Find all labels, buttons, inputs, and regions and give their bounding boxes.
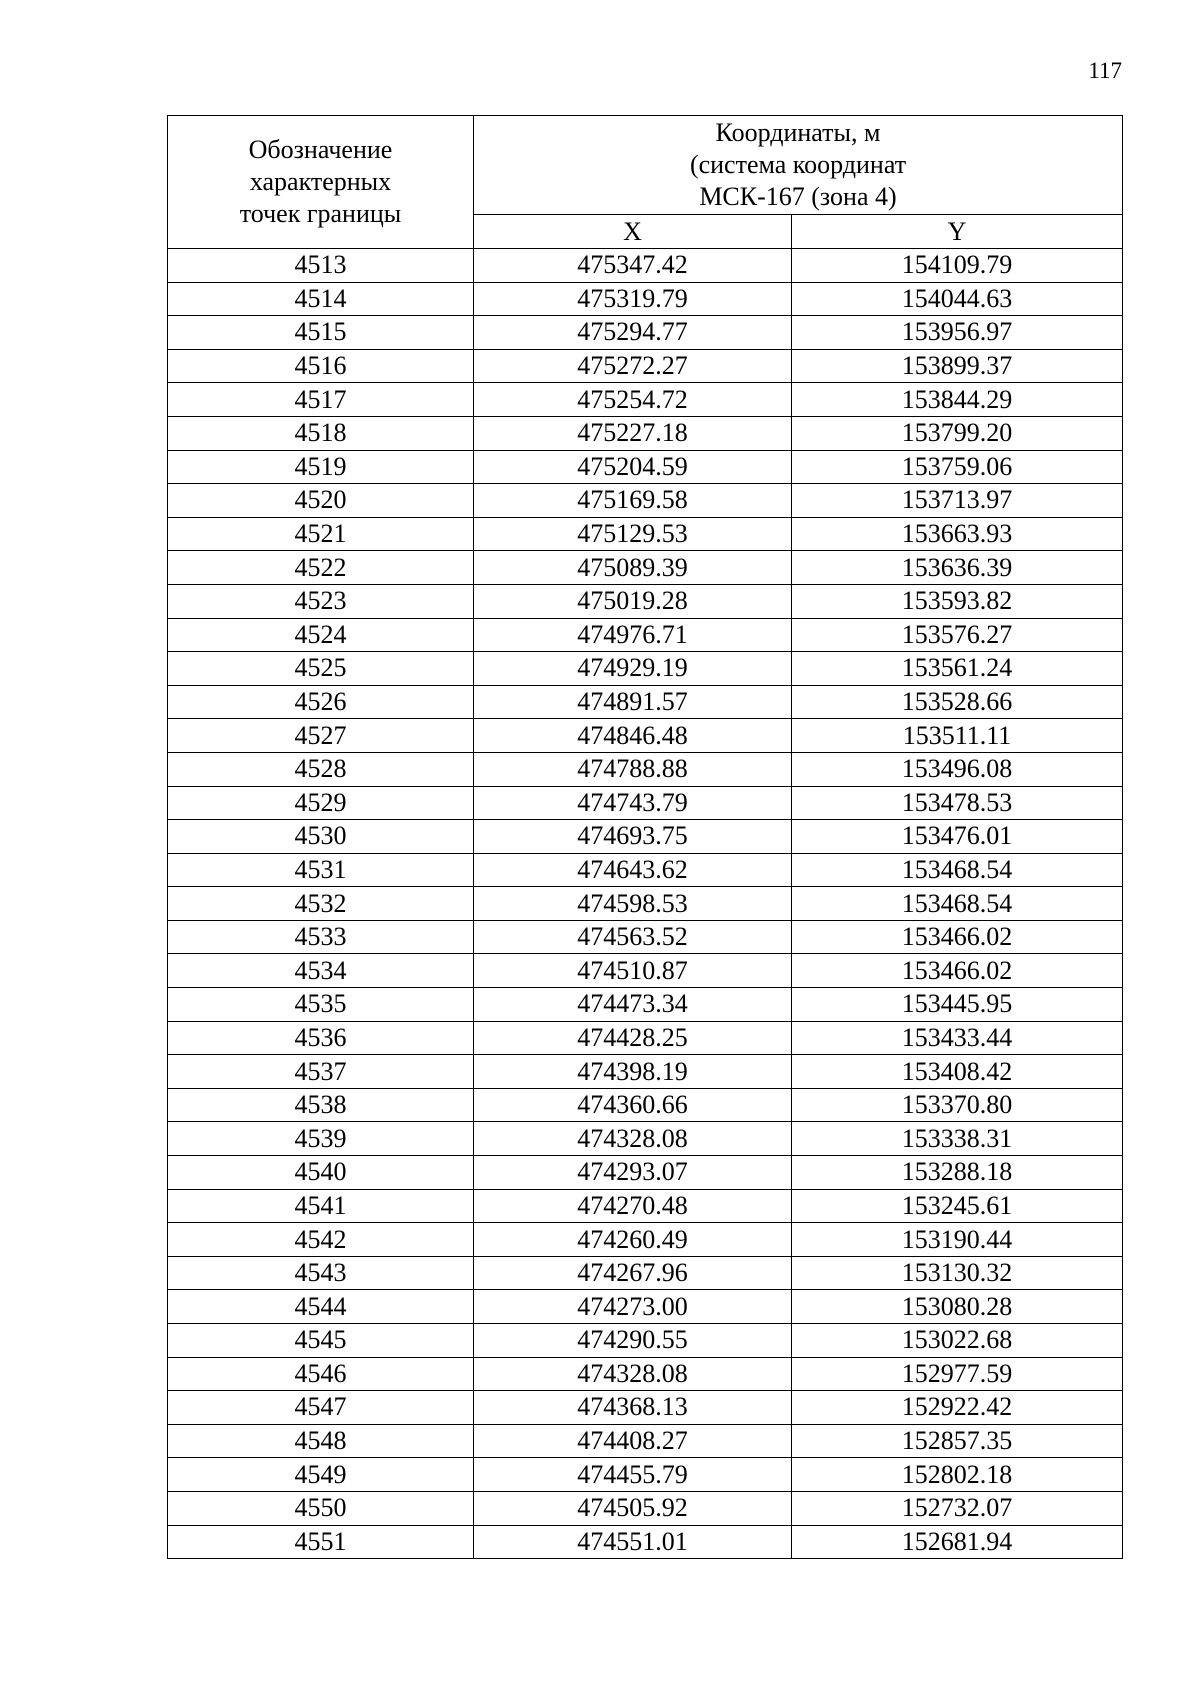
cell-point: 4514 (168, 282, 474, 316)
cell-x: 474891.57 (474, 685, 792, 719)
cell-y: 153080.28 (792, 1290, 1123, 1324)
cell-x: 474976.71 (474, 618, 792, 652)
cell-x: 474290.55 (474, 1324, 792, 1358)
cell-x: 474473.34 (474, 988, 792, 1022)
table-row (168, 383, 1123, 417)
header-coords-line: МСК-167 (зона 4) (699, 182, 897, 211)
table-row (168, 1021, 1123, 1055)
cell-x: 474270.48 (474, 1189, 792, 1223)
cell-point: 4519 (168, 450, 474, 484)
table-header (168, 116, 1123, 249)
cell-point: 4520 (168, 484, 474, 518)
cell-x: 474267.96 (474, 1256, 792, 1290)
cell-x: 474643.62 (474, 853, 792, 887)
cell-y: 153528.66 (792, 685, 1123, 719)
table-row (168, 786, 1123, 820)
cell-y: 153496.08 (792, 752, 1123, 786)
cell-x: 474398.19 (474, 1055, 792, 1089)
cell-y: 154044.63 (792, 282, 1123, 316)
header-x: X (474, 215, 792, 249)
cell-y: 152681.94 (792, 1525, 1123, 1559)
cell-point: 4521 (168, 517, 474, 551)
cell-point: 4517 (168, 383, 474, 417)
cell-point: 4531 (168, 853, 474, 887)
cell-y: 152857.35 (792, 1424, 1123, 1458)
table-row (168, 1491, 1123, 1525)
cell-point: 4522 (168, 551, 474, 585)
coordinates-table (167, 115, 1123, 1559)
cell-x: 474328.08 (474, 1357, 792, 1391)
cell-point: 4525 (168, 652, 474, 686)
table-row (168, 988, 1123, 1022)
header-coordinates (474, 116, 1123, 215)
cell-y: 153445.95 (792, 988, 1123, 1022)
cell-x: 474598.53 (474, 887, 792, 921)
cell-y: 153956.97 (792, 316, 1123, 350)
table-row (168, 349, 1123, 383)
cell-x: 475227.18 (474, 416, 792, 450)
cell-point: 4524 (168, 618, 474, 652)
cell-point: 4529 (168, 786, 474, 820)
cell-x: 474273.00 (474, 1290, 792, 1324)
cell-y: 153190.44 (792, 1223, 1123, 1257)
table-row (168, 416, 1123, 450)
cell-y: 153466.02 (792, 920, 1123, 954)
cell-y: 153478.53 (792, 786, 1123, 820)
cell-x: 474788.88 (474, 752, 792, 786)
table-row (168, 1189, 1123, 1223)
cell-y: 153576.27 (792, 618, 1123, 652)
cell-point: 4551 (168, 1525, 474, 1559)
cell-x: 474455.79 (474, 1458, 792, 1492)
cell-x: 474328.08 (474, 1122, 792, 1156)
cell-point: 4515 (168, 316, 474, 350)
cell-x: 475089.39 (474, 551, 792, 585)
cell-point: 4526 (168, 685, 474, 719)
cell-y: 153130.32 (792, 1256, 1123, 1290)
table-body (168, 249, 1123, 1559)
header-point-designation (168, 116, 474, 249)
cell-y: 153468.54 (792, 887, 1123, 921)
cell-point: 4535 (168, 988, 474, 1022)
cell-x: 474293.07 (474, 1156, 792, 1190)
cell-y: 154109.79 (792, 249, 1123, 283)
cell-x: 474693.75 (474, 820, 792, 854)
cell-point: 4542 (168, 1223, 474, 1257)
cell-y: 153245.61 (792, 1189, 1123, 1223)
table-row (168, 1525, 1123, 1559)
cell-point: 4513 (168, 249, 474, 283)
cell-x: 474505.92 (474, 1491, 792, 1525)
table-row (168, 1256, 1123, 1290)
cell-x: 474360.66 (474, 1088, 792, 1122)
table-row (168, 1424, 1123, 1458)
cell-x: 474510.87 (474, 954, 792, 988)
table-row (168, 685, 1123, 719)
cell-x: 474428.25 (474, 1021, 792, 1055)
header-coords-line: Координаты, м (715, 118, 881, 147)
cell-point: 4543 (168, 1256, 474, 1290)
cell-y: 152802.18 (792, 1458, 1123, 1492)
cell-y: 153511.11 (792, 719, 1123, 753)
table-row (168, 316, 1123, 350)
cell-point: 4523 (168, 584, 474, 618)
cell-point: 4548 (168, 1424, 474, 1458)
table-row (168, 551, 1123, 585)
cell-y: 153468.54 (792, 853, 1123, 887)
cell-y: 153713.97 (792, 484, 1123, 518)
table-row (168, 820, 1123, 854)
cell-point: 4536 (168, 1021, 474, 1055)
cell-point: 4533 (168, 920, 474, 954)
cell-y: 153593.82 (792, 584, 1123, 618)
table-row (168, 1122, 1123, 1156)
cell-x: 475272.27 (474, 349, 792, 383)
table-row (168, 1156, 1123, 1190)
cell-x: 475319.79 (474, 282, 792, 316)
cell-y: 153433.44 (792, 1021, 1123, 1055)
cell-y: 153636.39 (792, 551, 1123, 585)
cell-y: 153844.29 (792, 383, 1123, 417)
cell-y: 153561.24 (792, 652, 1123, 686)
header-coords-line: (система координат (689, 150, 907, 179)
table-row (168, 1088, 1123, 1122)
table-row (168, 1458, 1123, 1492)
cell-y: 153466.02 (792, 954, 1123, 988)
header-point-line: точек границы (239, 199, 402, 228)
cell-point: 4532 (168, 887, 474, 921)
cell-x: 474551.01 (474, 1525, 792, 1559)
table-row (168, 282, 1123, 316)
cell-point: 4544 (168, 1290, 474, 1324)
header-y: Y (792, 215, 1123, 249)
cell-y: 153338.31 (792, 1122, 1123, 1156)
cell-x: 475254.72 (474, 383, 792, 417)
cell-point: 4549 (168, 1458, 474, 1492)
cell-y: 153288.18 (792, 1156, 1123, 1190)
cell-point: 4538 (168, 1088, 474, 1122)
cell-point: 4545 (168, 1324, 474, 1358)
cell-x: 475347.42 (474, 249, 792, 283)
cell-point: 4528 (168, 752, 474, 786)
table-row (168, 1055, 1123, 1089)
cell-x: 474408.27 (474, 1424, 792, 1458)
cell-point: 4527 (168, 719, 474, 753)
table-row (168, 1290, 1123, 1324)
table-row (168, 517, 1123, 551)
cell-x: 474743.79 (474, 786, 792, 820)
table-row (168, 249, 1123, 283)
header-point-line: характерных (249, 167, 392, 196)
page-number: 117 (1088, 58, 1122, 83)
cell-point: 4541 (168, 1189, 474, 1223)
table-row (168, 450, 1123, 484)
cell-point: 4518 (168, 416, 474, 450)
cell-x: 474260.49 (474, 1223, 792, 1257)
cell-y: 153408.42 (792, 1055, 1123, 1089)
table-row (168, 484, 1123, 518)
cell-point: 4546 (168, 1357, 474, 1391)
cell-x: 474368.13 (474, 1391, 792, 1425)
table-row (168, 719, 1123, 753)
cell-point: 4516 (168, 349, 474, 383)
cell-x: 474563.52 (474, 920, 792, 954)
table-row (168, 1324, 1123, 1358)
cell-y: 152977.59 (792, 1357, 1123, 1391)
cell-x: 475169.58 (474, 484, 792, 518)
cell-point: 4537 (168, 1055, 474, 1089)
cell-x: 475294.77 (474, 316, 792, 350)
cell-y: 153759.06 (792, 450, 1123, 484)
table-row (168, 1223, 1123, 1257)
cell-x: 475019.28 (474, 584, 792, 618)
cell-point: 4539 (168, 1122, 474, 1156)
cell-y: 153022.68 (792, 1324, 1123, 1358)
table-row (168, 652, 1123, 686)
cell-x: 475129.53 (474, 517, 792, 551)
cell-point: 4547 (168, 1391, 474, 1425)
cell-point: 4530 (168, 820, 474, 854)
cell-y: 153899.37 (792, 349, 1123, 383)
table-row (168, 920, 1123, 954)
cell-y: 153799.20 (792, 416, 1123, 450)
table-row (168, 954, 1123, 988)
cell-x: 474846.48 (474, 719, 792, 753)
table-row (168, 853, 1123, 887)
table-row (168, 584, 1123, 618)
table-row (168, 1391, 1123, 1425)
table-row (168, 1357, 1123, 1391)
cell-point: 4550 (168, 1491, 474, 1525)
cell-x: 475204.59 (474, 450, 792, 484)
table-row (168, 752, 1123, 786)
cell-point: 4534 (168, 954, 474, 988)
cell-point: 4540 (168, 1156, 474, 1190)
table-row (168, 618, 1123, 652)
table-row (168, 887, 1123, 921)
cell-y: 152922.42 (792, 1391, 1123, 1425)
cell-y: 152732.07 (792, 1491, 1123, 1525)
cell-y: 153663.93 (792, 517, 1123, 551)
cell-y: 153476.01 (792, 820, 1123, 854)
cell-x: 474929.19 (474, 652, 792, 686)
cell-y: 153370.80 (792, 1088, 1123, 1122)
header-point-line: Обозначение (248, 135, 393, 164)
